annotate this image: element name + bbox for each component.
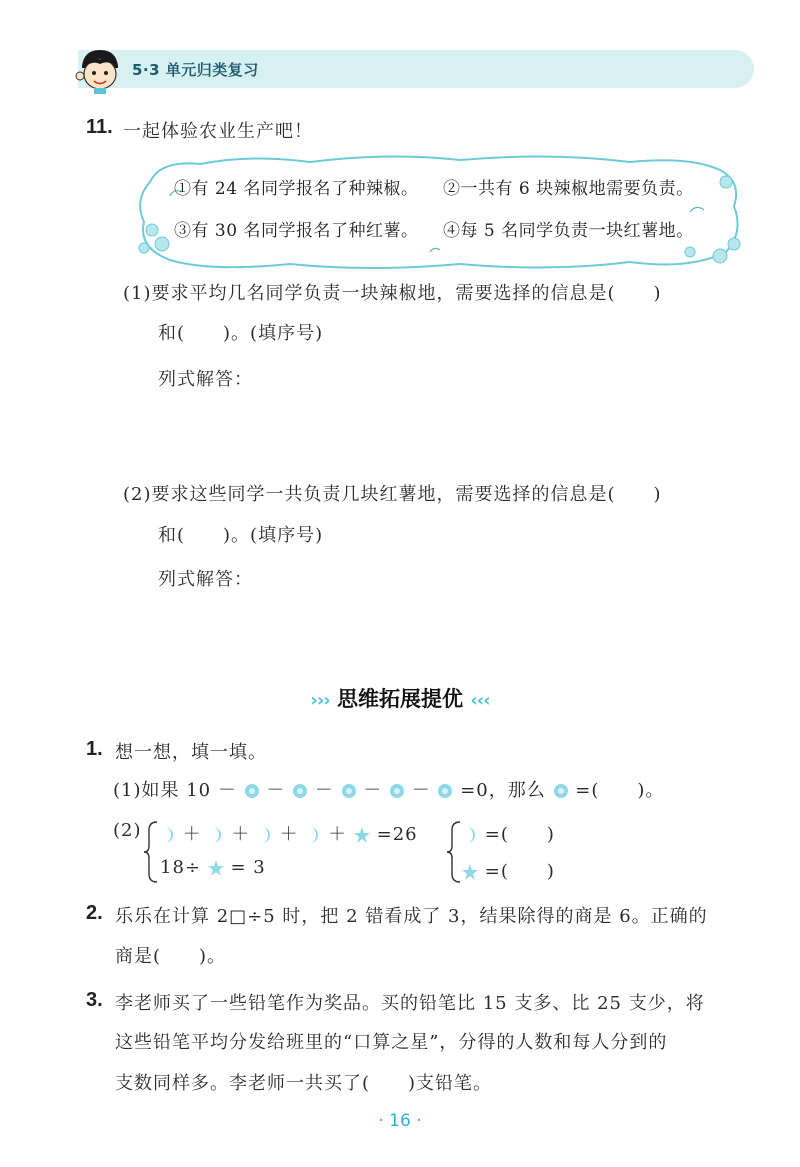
part2-answer-label: 列式解答： — [158, 569, 253, 590]
flower-shape-icon — [553, 783, 569, 799]
sub2-equation-1: ＋ ＋ ＋ ＋ =26 — [160, 820, 418, 846]
sub2-equation-2 — [160, 857, 266, 878]
star-shape-icon — [208, 860, 224, 876]
exercise-1-number: 1. — [86, 738, 103, 760]
part1-line2: 和( )。(填序号) — [158, 323, 324, 344]
moon-shape-icon — [257, 826, 273, 844]
exercise-3-line3: 支数同样多。李老师一共买了( )支铅笔。 — [115, 1073, 493, 1094]
flower-shape-icon — [292, 783, 308, 799]
exercise-3-line1: 李老师买了一些铅笔作为奖品。买的铅笔比 15 支多、比 25 支少，将 — [115, 993, 705, 1014]
part1-answer-label: 列式解答： — [158, 369, 253, 390]
section-title-text: 思维拓展提优 — [337, 687, 463, 711]
sub2-label: (2) — [113, 820, 142, 841]
info-cloud-box — [130, 152, 748, 274]
moon-shape-icon — [160, 826, 176, 844]
exercise-2-line1: 乐乐在计算 2□÷5 时，把 2 错看成了 3，结果除得的商是 6。正确的 — [115, 906, 708, 927]
sub2-answer-moon — [462, 820, 555, 846]
sub2-eq2-end: = 3 — [230, 857, 266, 878]
sub1-start: 10 — [186, 780, 212, 801]
left-brace-icon — [143, 820, 159, 884]
header-title: 5·3 单元归类复习 — [132, 61, 259, 79]
star-shape-icon — [354, 827, 370, 843]
exercise-1-title: 想一想，填一填。 — [115, 742, 267, 763]
flower-shape-icon — [437, 783, 453, 799]
sub1-tail: =( )。 — [575, 780, 665, 801]
sub1-end: =0，那么 — [460, 780, 546, 801]
exercise-2-number: 2. — [86, 902, 103, 924]
moon-shape-icon — [208, 826, 224, 844]
flower-shape-icon — [244, 783, 260, 799]
part2-line2: 和( )。(填序号) — [158, 525, 324, 546]
right-brace-icon — [446, 820, 462, 884]
star-shape-icon — [462, 864, 478, 880]
sub1-label: (1)如果 — [113, 780, 180, 801]
part1-line1: (1)要求平均几名同学负责一块辣椒地，需要选择的信息是( ) — [123, 283, 662, 304]
sub2-answer-star-blank: =( ) — [484, 861, 555, 882]
flower-shape-icon — [389, 783, 405, 799]
sub2-eq1-end: =26 — [376, 824, 418, 845]
section-right-arrows: ‹‹‹ — [470, 690, 490, 711]
question-title: 一起体验农业生产吧！ — [123, 121, 313, 142]
section-title — [0, 683, 800, 713]
exercise-3-line2: 这些铅笔平均分发给班里的“口算之星”，分得的人数和每人分到的 — [115, 1032, 668, 1053]
mascot-icon — [74, 46, 124, 94]
question-number: 11. — [86, 116, 113, 138]
exercise-3-number: 3. — [86, 989, 103, 1011]
info-item-4: ④每 5 名同学负责一块红薯地。 — [443, 221, 694, 241]
moon-shape-icon — [462, 826, 478, 844]
flower-shape-icon — [341, 783, 357, 799]
exercise-2-line2: 商是( )。 — [115, 946, 227, 967]
sub2-answer-moon-blank: =( ) — [484, 824, 555, 845]
section-left-arrows: ››› — [310, 690, 330, 711]
sub2-answer-star — [462, 857, 555, 883]
page-number: · 16 · — [378, 1111, 422, 1131]
exercise-1-sub1: (1)如果 10 － － － － － =0，那么 =( )。 — [113, 780, 665, 801]
info-item-1: ①有 24 名同学报名了种辣椒。 — [174, 179, 419, 199]
moon-shape-icon — [305, 826, 321, 844]
sub2-eq2-start: 18÷ — [160, 857, 201, 878]
info-item-2: ②一共有 6 块辣椒地需要负责。 — [443, 179, 694, 199]
part2-line1: (2)要求这些同学一共负责几块红薯地，需要选择的信息是( ) — [123, 484, 662, 505]
info-item-3: ③有 30 名同学报名了种红薯。 — [174, 221, 419, 241]
